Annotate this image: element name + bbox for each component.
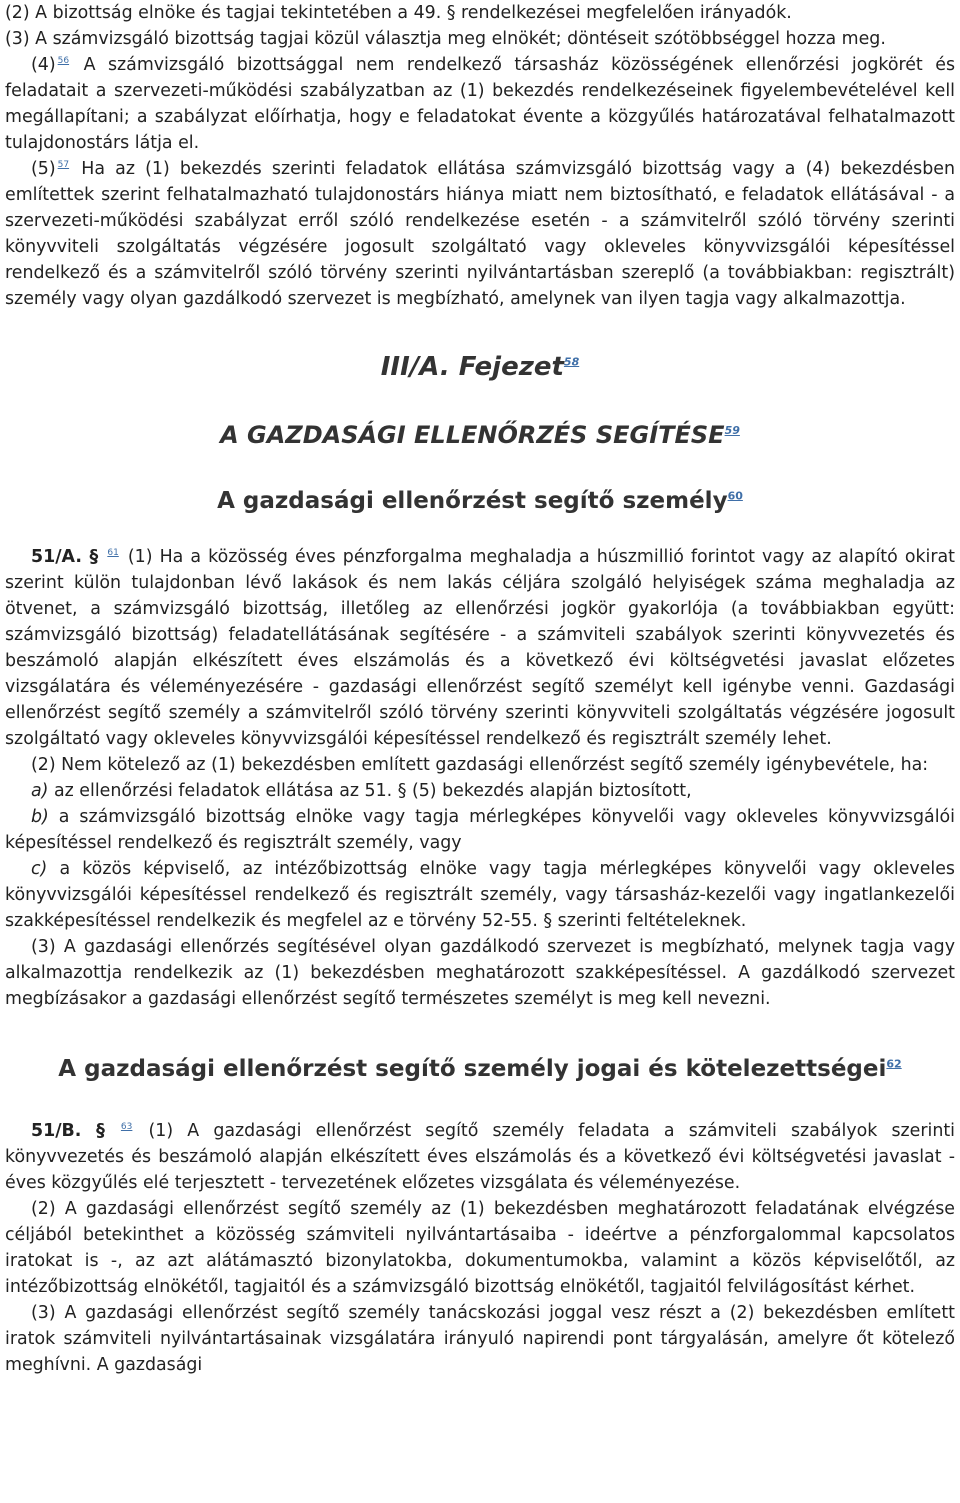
section-51b-3: (3) A gazdasági ellenőrzést segítő személy tanácskozási joggal vesz részt a (2) bekezdésben említett iratok számviteli nyilvántartásainak vizsgálatára irányuló napirendi pont tárgyalásán, amelyre őt kötelező meghívni. A gazdasági — [5, 1303, 955, 1375]
section-text: (1) A gazdasági ellenőrzést segítő személy feladata a számviteli szabályok szerinti könyvvezetés és beszámoló alapján elkészített éves elszámolás és a következő évi költségvetési javaslat - éves közgyűlés elé terjesztett - tervezetének előzetes vizsgálata és véleményezése. — [5, 1121, 955, 1193]
list-text: az ellenőrzési feladatok ellátása az 51. § (5) bekezdés alapján biztosított, — [53, 781, 692, 801]
section-51a-2: (2) Nem kötelező az (1) bekezdésben említett gazdasági ellenőrzést segítő személy igénybevétele, ha: — [31, 755, 929, 775]
footnote-link-62[interactable]: 62 — [886, 1057, 902, 1071]
list-label: b) — [31, 807, 49, 827]
chapter-main-title — [5, 420, 955, 450]
paragraph-49-2: (2) A bizottság elnöke és tagjai tekintetében a 49. § rendelkezései megfelelően irányadók. — [5, 3, 792, 23]
paragraph-text: A számvizsgáló bizottsággal nem rendelkező társasház közösségének ellenőrzési jogkörét és feladatait a szervezeti-működési szabályzatban az (1) bekezdés rendelkezéseinek figyelembevételével kell megállapítani; a szabályzat előírhatja, hogy e feladatokat évente a közgyűlés határozatával felhatalmazott tulajdonostárs látja el. — [5, 55, 956, 153]
section-number: 51/A. § — [31, 547, 99, 567]
section-51b-2: (2) A gazdasági ellenőrzést segítő személy az (1) bekezdésben meghatározott feladatának elvégzése céljából betekinthet a közösség számviteli nyilvántartásaiba - ideértve a pénzforgalommal kapcsolatos iratokat is -, az azt alátámasztó bizonylatokba, dokumentumokba, valamint a közös képviselőtől, az intézőbizottság elnökétől, tagjaitól és a számvizsgáló bizottság elnökétől, tagjaitól felvilágosítást kérhet. — [5, 1199, 955, 1297]
section-51a-3: (3) A gazdasági ellenőrzés segítésével olyan gazdálkodó szervezet is megbízható, melynek tagja vagy alkalmazottja rendelkezik az (1) bekezdésben meghatározott szakképesítéssel. A gazdálkodó szervezet megbízásakor a gazdasági ellenőrzést segítő természetes személyt is meg kell nevezni. — [5, 937, 955, 1009]
list-item-a — [5, 778, 955, 804]
main-title-text: A GAZDASÁGI ELLENŐRZÉS SEGÍTÉSE — [220, 421, 725, 449]
paragraph-49-4 — [5, 52, 955, 156]
paragraph-49-3: (3) A számvizsgáló bizottság tagjai közül választja meg elnökét; döntéseit szótöbbséggel hozza meg. — [5, 29, 886, 49]
section-subtitle — [5, 486, 955, 516]
list-item-c — [5, 856, 955, 934]
subtitle-text: A gazdasági ellenőrzést segítő személy jogai és kötelezettségei — [58, 1056, 887, 1082]
footnote-link-58[interactable]: 58 — [563, 355, 580, 369]
section-51b-1 — [5, 1118, 955, 1196]
footnote-link-61[interactable]: 61 — [107, 548, 119, 559]
section-51a-1 — [5, 544, 955, 752]
list-label: a) — [31, 781, 49, 801]
chapter-heading — [5, 352, 955, 382]
paragraph-number: (4) — [31, 55, 56, 75]
paragraph-text: Ha az (1) bekezdés szerinti feladatok ellátása számvizsgáló bizottság vagy a (4) bekezdésben említettek szerint felhatalmazható tulajdonostárs hiánya miatt nem biztosítható, e feladatok ellátásával - a szervezeti-működési szabályzat erről szóló rendelkezése esetén - a számvitelről szóló törvény szerinti könyvviteli szolgáltatás végzésére jogosult szolgáltató vagy okleveles könyvvizsgálói képesítéssel rendelkező és a számvitelről szóló törvény szerinti nyilvántartásban szereplő (a továbbiakban: regisztrált) személy vagy olyan gazdálkodó szervezet is megbízható, amelynek van ilyen tagja vagy alkalmazottja. — [5, 159, 955, 309]
footnote-link-57[interactable]: 57 — [57, 160, 70, 171]
section-subtitle-rights — [5, 1054, 955, 1084]
paragraph-number: (5) — [31, 159, 56, 179]
subtitle-text: A gazdasági ellenőrzést segítő személy — [217, 488, 728, 514]
footnote-link-59[interactable]: 59 — [724, 424, 740, 437]
paragraph-49-5 — [5, 156, 955, 312]
footnote-link-60[interactable]: 60 — [727, 489, 743, 503]
list-text: a közös képviselő, az intézőbizottság elnöke vagy tagja mérlegképes könyvelői vagy okleveles könyvvizsgálói képesítéssel rendelkező és regisztrált személy, vagy társasház-kezelői vagy ingatlankezelői szakképesítéssel rendelkezik és megfelel az e törvény 52-55. § szerinti feltételeknek. — [5, 859, 955, 931]
list-text: a számvizsgáló bizottság elnöke vagy tagja mérlegképes könyvelői vagy okleveles könyvvizsgálói képesítéssel rendelkező és regisztrált személy, vagy — [5, 807, 955, 853]
footnote-link-63[interactable]: 63 — [120, 1122, 133, 1133]
footnote-link-56[interactable]: 56 — [57, 56, 70, 67]
list-item-b — [5, 804, 955, 856]
section-number: 51/B. § — [31, 1121, 105, 1141]
list-label: c) — [31, 859, 48, 879]
chapter-title: III/A. Fejezet — [380, 352, 564, 382]
section-text: (1) Ha a közösség éves pénzforgalma meghaladja a húszmillió forintot vagy az alapító okirat szerint külön tulajdonban lévő lakások és nem lakás céljára szolgáló helyiségek száma meghaladja az ötvenet, a számvizsgáló bizottság, illetőleg az ellenőrzési jogkör gyakorlója (a továbbiakban együtt: számvizsgáló bizottság) feladatellátásának segítésére - a számviteli szabályok szerinti könyvvezetés és beszámoló alapján elkészített éves elszámolás és a következő évi költségvetési javaslat előzetes vizsgálatára és véleményezésére - gazdasági ellenőrzést segítő személyt kell igénybe venni. Gazdasági ellenőrzést segítő személy a számvitelről szóló törvény szerinti könyvviteli szolgáltatás végzésére jogosult szolgáltató vagy okleveles könyvvizsgálói képesítéssel rendelkező és regisztrált személy lehet. — [5, 547, 955, 749]
